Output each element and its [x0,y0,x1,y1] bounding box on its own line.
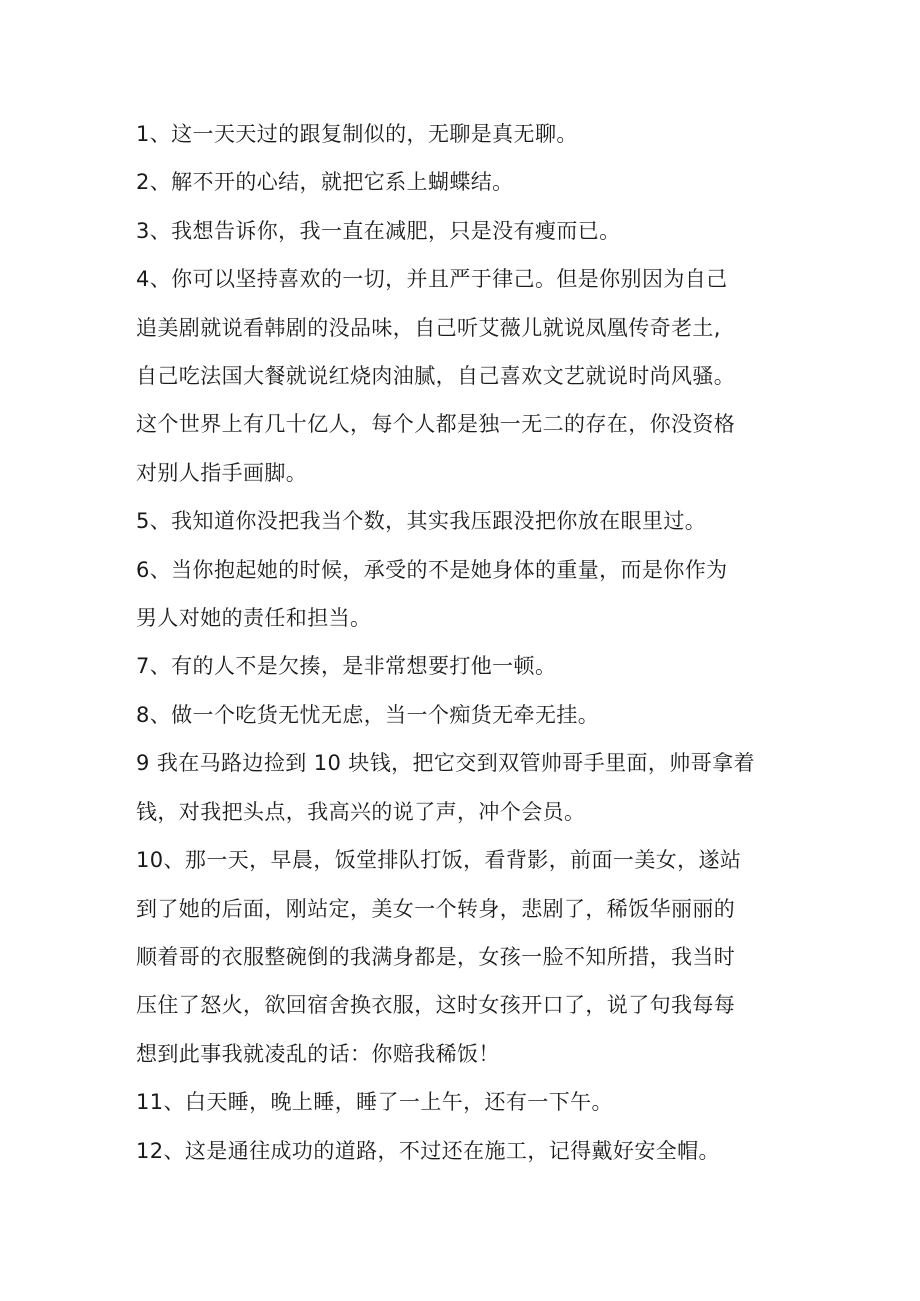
document-body [136,110,796,1175]
text-line: 12、这是通往成功的道路，不过还在施工，记得戴好安全帽。 [136,1138,720,1163]
list-item-2 [136,158,796,206]
list-item-4 [136,255,796,497]
text-line: 这个世界上有几十亿人，每个人都是独一无二的存在，你没资格 [136,412,736,437]
text-line: 2、解不开的心结，就把它系上蝴蝶结。 [136,170,514,195]
text-line: 到了她的后面，刚站定，美女一个转身，悲剧了，稀饭华丽丽的 [136,896,736,921]
text-line: 对别人指手画脚。 [136,460,308,485]
text-line: 钱，对我把头点，我高兴的说了声，冲个会员。 [136,799,586,824]
text-line: 9 我在马路边捡到 10 块钱，把它交到双管帅哥手里面，帅哥拿着 [136,751,755,776]
list-item-6 [136,546,796,643]
list-item-5 [136,497,796,545]
list-item-9 [136,739,796,836]
text-line: 5、我知道你没把我当个数，其实我压跟没把你放在眼里过。 [136,509,707,534]
text-line: 6、当你抱起她的时候，承受的不是她身体的重量，而是你作为 [136,557,728,582]
list-item-11 [136,1078,796,1126]
text-line: 想到此事我就凌乱的话：你赔我稀饭！ [136,1041,500,1066]
text-line: 4、你可以坚持喜欢的一切，并且严于律己。但是你别因为自己 [136,267,728,292]
text-line: 追美剧就说看韩剧的没品味，自己听艾薇儿就说凤凰传奇老土, [136,315,721,340]
list-item-8 [136,691,796,739]
text-line: 压住了怒火，欲回宿舍换衣服，这时女孩开口了，说了句我每每 [136,993,736,1018]
text-line: 10、那一天，早晨，饭堂排队打饭，看背影，前面一美女，遂站 [136,848,742,873]
list-item-7 [136,642,796,690]
text-line: 1、这一天天过的跟复制似的，无聊是真无聊。 [136,122,578,146]
list-item-1 [136,110,796,158]
text-line: 顺着哥的衣服整碗倒的我满身都是，女孩一脸不知所措，我当时 [136,944,736,969]
text-line: 3、我想告诉你，我一直在减肥，只是没有瘦而已。 [136,218,621,243]
text-line: 8、做一个吃货无忧无虑，当一个痴货无牵无挂。 [136,702,600,727]
text-line: 男人对她的责任和担当。 [136,606,372,631]
text-line: 自己吃法国大餐就说红烧肉油腻，自己喜欢文艺就说时尚风骚。 [136,364,736,389]
text-line: 7、有的人不是欠揍，是非常想要打他一顿。 [136,654,557,679]
text-line: 11、白天睡，晚上睡，睡了一上午，还有一下午。 [136,1090,613,1115]
list-item-10 [136,836,796,1078]
list-item-12 [136,1127,796,1175]
list-item-3 [136,207,796,255]
